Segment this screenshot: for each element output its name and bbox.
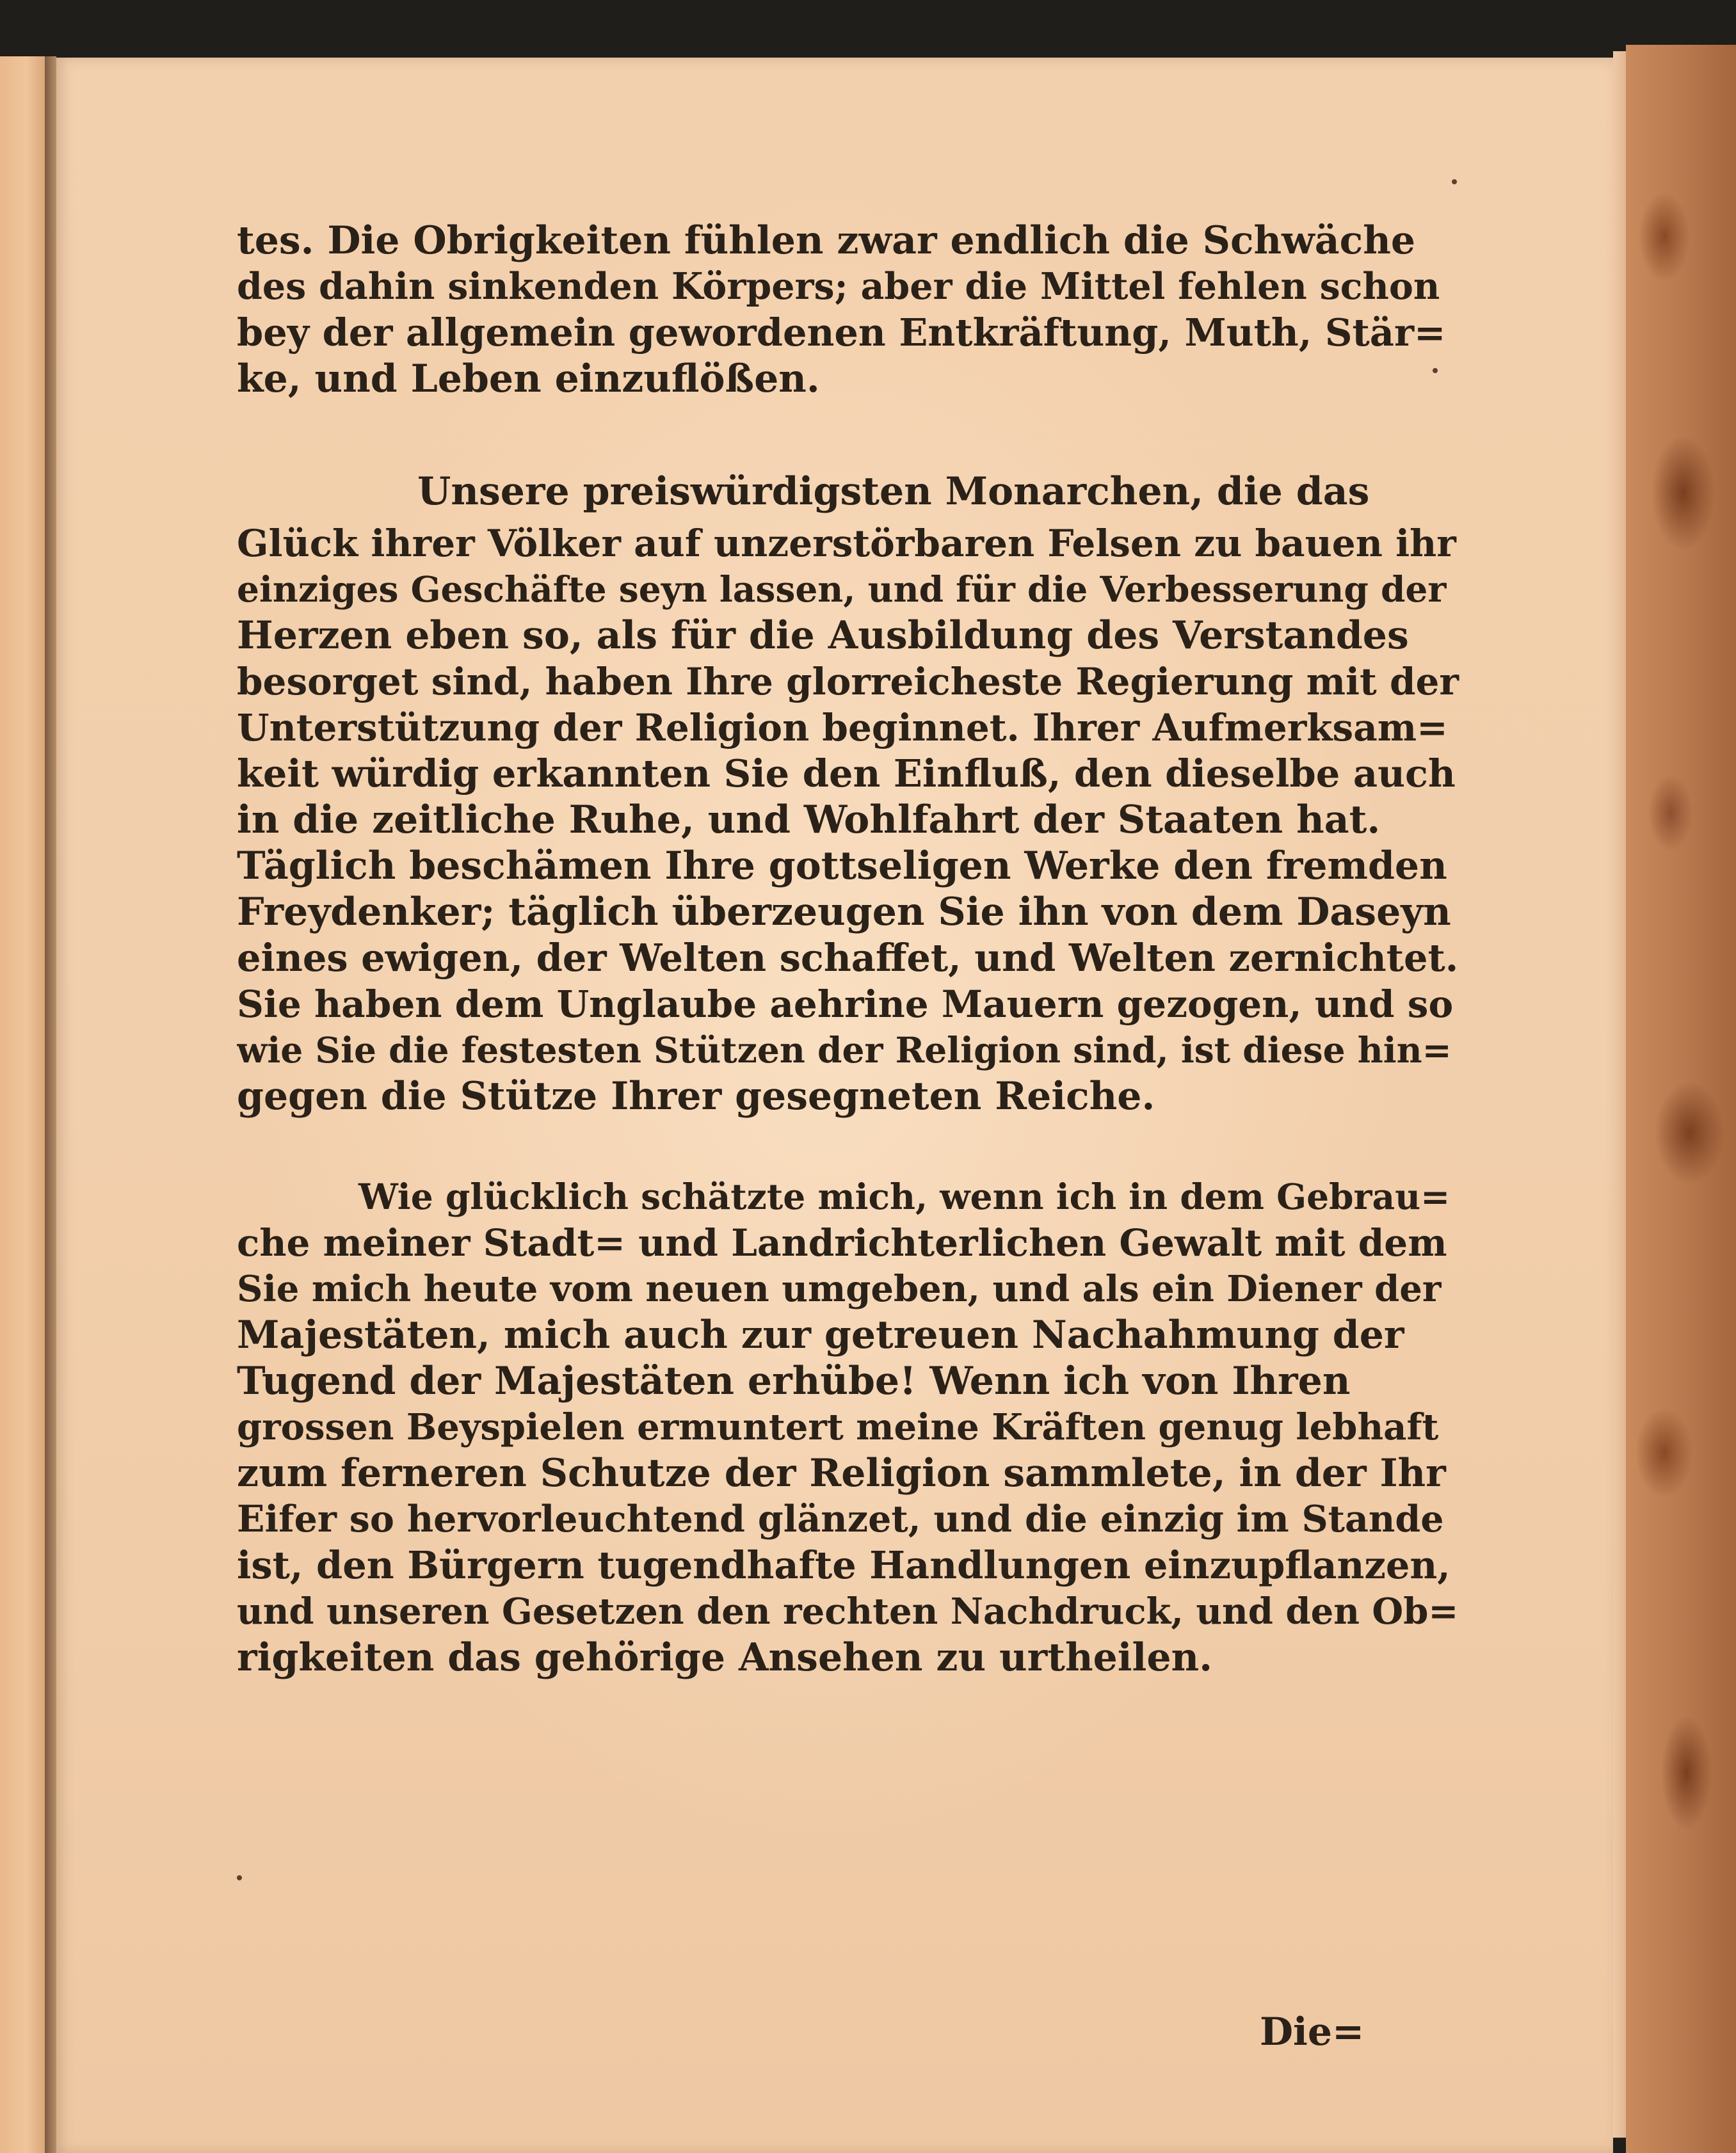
text-line: des dahin sinkenden Körpers; aber die Mittel fehlen schon: [237, 265, 1440, 308]
paragraph-1: [237, 218, 1459, 402]
catchword: Die=: [1260, 2010, 1365, 2054]
text-line: Eifer so hervorleuchtend glänzet, und die einzig im Stande: [237, 1498, 1444, 1541]
text-line: tes. Die Obrigkeiten fühlen zwar endlich die Schwäche: [237, 218, 1416, 263]
text-line: wie Sie die festesten Stützen der Religion sind, ist diese hin=: [237, 1029, 1452, 1071]
body-text: [237, 218, 1459, 1681]
text-line: besorget sind, haben Ihre glorreicheste Regierung mit der: [237, 660, 1459, 703]
paragraph-2: [237, 463, 1459, 1119]
text-line: rigkeiten das gehörige Ansehen zu urtheilen.: [237, 1635, 1213, 1680]
text-line: keit würdig erkannten Sie den Einfluß, den dieselbe auch: [237, 751, 1456, 796]
text-line: Freydenker; täglich überzeugen Sie ihn von dem Daseyn: [237, 890, 1451, 934]
book-page: [56, 58, 1613, 2153]
paper-speck: [237, 1875, 242, 1880]
text-line: che meiner Stadt= und Landrichterlichen Gewalt mit dem: [237, 1221, 1447, 1265]
text-line: und unseren Gesetzen den rechten Nachdruck, und den Ob=: [237, 1590, 1459, 1633]
text-line: in die zeitliche Ruhe, und Wohlfahrt der Staaten hat.: [237, 797, 1381, 842]
text-line: Wie glücklich schätzte mich, wenn ich in dem Gebrau=: [358, 1176, 1451, 1217]
text-line: grossen Beyspielen ermuntert meine Kräften genug lebhaft: [237, 1406, 1439, 1448]
text-line: Täglich beschämen Ihre gottseligen Werke den fremden: [237, 844, 1447, 888]
text-line: Sie haben dem Unglaube aehrine Mauern gezogen, und so: [237, 982, 1454, 1026]
text-line: Sie mich heute vom neuen umgeben, und als ein Diener der: [237, 1268, 1442, 1310]
text-line: eines ewigen, der Welten schaffet, und Welten zernichtet.: [237, 936, 1459, 980]
text-line: Glück ihrer Völker auf unzerstörbaren Felsen zu bauen ihr: [237, 522, 1456, 565]
text-line: Majestäten, mich auch zur getreuen Nachahmung der: [237, 1313, 1404, 1357]
paragraph-3: [237, 1174, 1459, 1681]
marbled-cover-board: [1626, 45, 1736, 2153]
book-gutter: [45, 56, 56, 2153]
text-line: ke, und Leben einzuflößen.: [237, 356, 820, 401]
text-line: bey der allgemein gewordenen Entkräftung, Muth, Stär=: [237, 310, 1446, 355]
text-line: ist, den Bürgern tugendhafte Handlungen einzupflanzen,: [237, 1543, 1451, 1587]
text-line: Tugend der Majestäten erhübe! Wenn ich von Ihren: [237, 1359, 1351, 1404]
paper-speck: [1452, 179, 1457, 184]
left-page-edge: [0, 56, 45, 2153]
text-line: gegen die Stütze Ihrer gesegneten Reiche.: [237, 1074, 1155, 1119]
text-line: einziges Geschäfte seyn lassen, und für die Verbesserung der: [237, 568, 1447, 610]
text-line: zum ferneren Schutze der Religion sammlete, in der Ihr: [237, 1451, 1446, 1496]
text-line: Unterstützung der Religion beginnet. Ihrer Aufmerksam=: [237, 706, 1448, 749]
text-line: Herzen eben so, als für die Ausbildung des Verstandes: [237, 613, 1409, 658]
text-line: Unsere preiswürdigsten Monarchen, die das: [417, 469, 1370, 514]
